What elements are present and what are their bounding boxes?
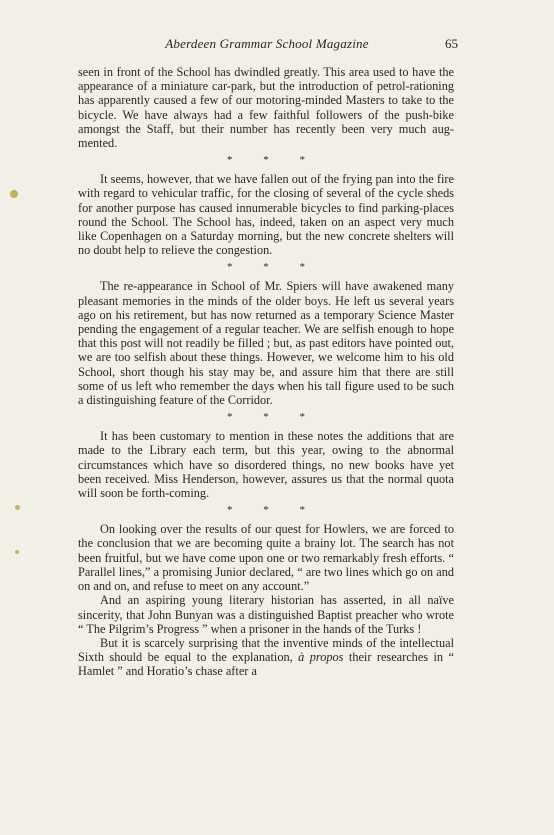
section-separator: * * * [227, 261, 319, 274]
foxing-spot [15, 505, 20, 510]
article-body [78, 65, 454, 679]
paragraph: And an aspiring young literary historian has asserted, in all naïve sincerity, that John Bunyan was a distinguished Baptist preacher who wrote “ The Pilgrim’s Progress ” when a prisoner in the hands of the Turks ! [78, 593, 454, 636]
paragraph: seen in front of the School has dwindled greatly. This area used to have the appearance of a miniature car-park, but the introduction of petrol-rationing has apparently caused a few of our motoring-minded Masters to take to the bicycle. We have always had a few faithful followers of the push-bike amongst the Staff, but their number has recently been very much aug-mented. [78, 65, 454, 151]
paragraph-text: their researches in “ Hamlet ” and Horatio’s chase after a [78, 650, 454, 679]
magazine-title: Aberdeen Grammar School Magazine [165, 36, 369, 51]
paragraph: The re-appearance in School of Mr. Spiers will have awakened many pleasant memories in the minds of the older boys. He left us several years ago on his retirement, but has now returned as a temporary Science Master pending the engagement of a regular teacher. We are selfish enough to hope that this post will not readily be filled ; but, as past editors have pointed out, we are too selfish about these things. However, we welcome him to his old School, short though his stay may be, and assure him that there are still some of us left who remember the days when his tall figure used to be such a distinguishing feature of the Corridor. [78, 279, 454, 408]
section-separator: * * * [227, 411, 319, 424]
section-separator: * * * [227, 154, 319, 167]
foxing-spot [15, 550, 19, 554]
paragraph: It has been customary to mention in these notes the additions that are made to the Library each term, but this year, owing to the abnormal circumstances which have so disordered things, no new books have yet been received. Miss Henderson, however, assures us that the normal quota will soon be forth-coming. [78, 429, 454, 501]
section-separator: * * * [227, 504, 319, 517]
paragraph [78, 636, 454, 679]
paragraph: On looking over the results of our quest for Howlers, we are forced to the conclusion that we are becoming quite a brainy lot. The search has not been fruitful, but we have come upon one or two remarkably fresh efforts. “ Parallel lines,” a promising Junior declared, “ are two lines which go on and on and on, and refuse to meet on any account.” [78, 522, 454, 594]
foxing-spot [10, 190, 18, 198]
running-header [78, 35, 456, 53]
page-number: 65 [445, 36, 458, 51]
paragraph: It seems, however, that we have fallen out of the frying pan into the fire with regard to vehicular traffic, for the closing of several of the cycle sheds for another purpose has caused innumerable bicycles to find parking-places round the School. The School has, indeed, taken on an aspect very much like Copenhagen on a Saturday morning, but the new concrete shelters will no doubt help to relieve the congestion. [78, 172, 454, 258]
paragraph-text: But it is scarcely surprising that the inventive minds of the intellectual Sixth should be equal to the explanation, [78, 635, 454, 665]
italic-phrase: à propos [298, 650, 344, 665]
